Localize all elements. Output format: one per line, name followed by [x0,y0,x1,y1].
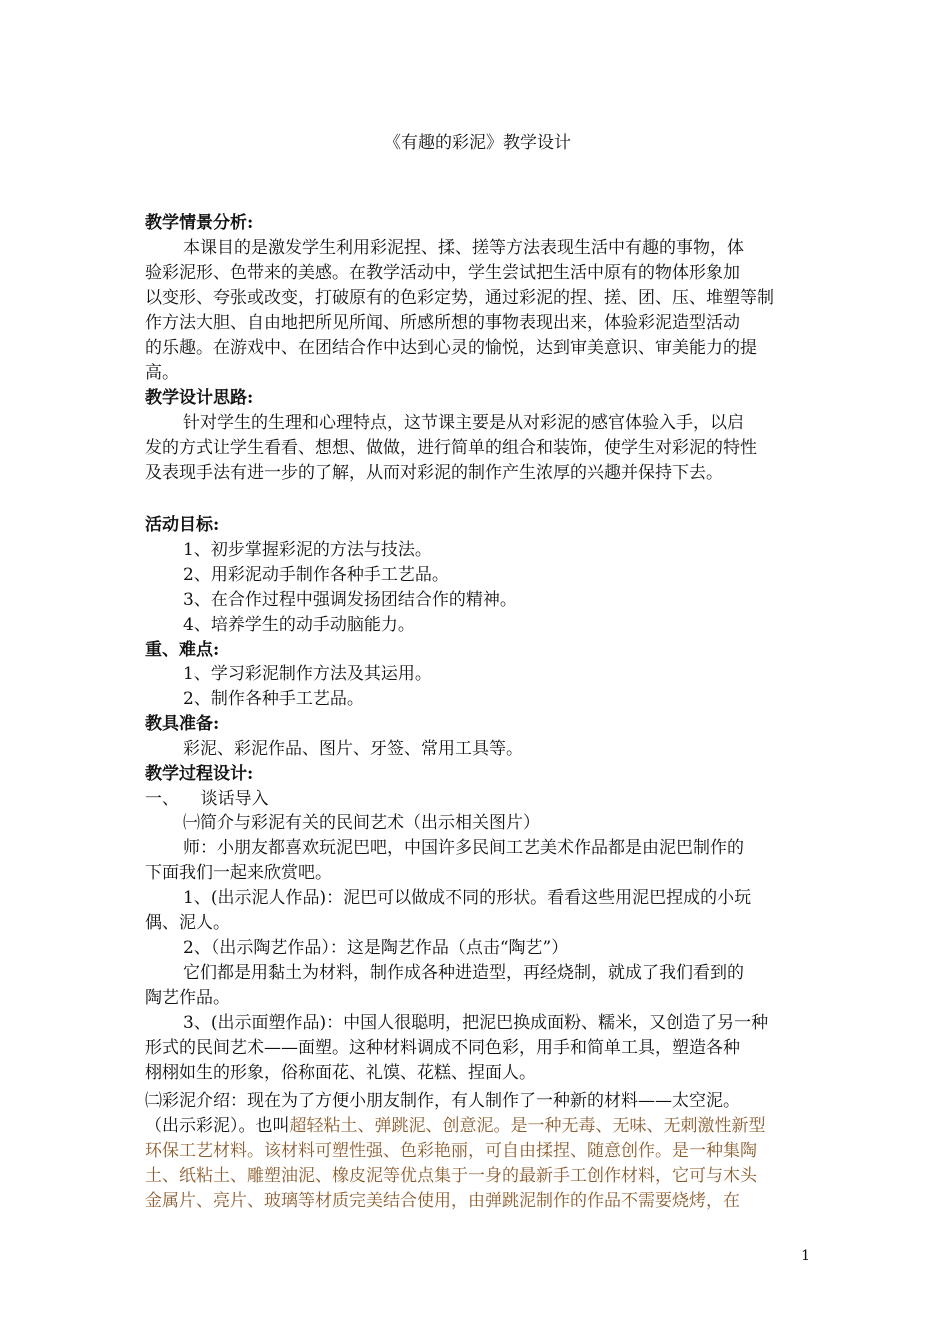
paragraph-line: 3、(出示面塑作品)：中国人很聪明，把泥巴换成面粉、糯米，又创造了另一种 [183,1013,769,1033]
situation-line: 验彩泥形、色带来的美感。在教学活动中，学生尝试把生活中原有的物体形象加 [145,263,740,283]
paragraph-line: 形式的民间艺术——面塑。这种材料调成不同色彩，用手和简单工具，塑造各种 [145,1038,740,1058]
paragraph-line: ㈠简介与彩泥有关的民间艺术（出示相关图片） [183,813,540,833]
paragraph-line: 偶、泥人。 [145,913,230,933]
paragraph-line: 它们都是用黏土为材料，制作成各种进造型，再经烧制，就成了我们看到的 [183,963,744,983]
goal-item: 4、培养学生的动手动脑能力。 [183,615,415,635]
heading-process: 教学过程设计: [145,764,254,784]
paragraph-text: （出示彩泥）。也叫 [145,1116,290,1136]
heading-situation: 教学情景分析: [145,213,254,233]
situation-line: 本课目的是激发学生利用彩泥捏、揉、搓等方法表现生活中有趣的事物，体 [183,238,744,258]
document-title: 《有趣的彩泥》教学设计 [384,133,571,153]
design-line: 及表现手法有进一步的了解，从而对彩泥的制作产生浓厚的兴趣并保持下去。 [145,463,723,483]
design-line: 针对学生的生理和心理特点，这节课主要是从对彩泥的感官体验入手，以启 [183,413,744,433]
paragraph-line: ㈡彩泥介绍：现在为了方便小朋友制作，有人制作了一种新的材料——太空泥。 [145,1091,740,1111]
highlighted-line: 土、纸粘土、雕塑油泥、橡皮泥等优点集于一身的最新手工创作材料，它可与木头 [145,1166,757,1186]
key-point-item: 1、学习彩泥制作方法及其运用。 [183,664,432,684]
paragraph-line: 下面我们一起来欣赏吧。 [145,863,332,883]
page-number: 1 [801,1248,810,1264]
key-point-item: 2、制作各种手工艺品。 [183,689,364,709]
highlighted-line: 金属片、亮片、玻璃等材质完美结合使用，由弹跳泥制作的作品不需要烧烤，在 [145,1191,740,1211]
paragraph-line: 栩栩如生的形象，俗称面花、礼馍、花糕、捏面人。 [145,1063,536,1083]
design-line: 发的方式让学生看看、想想、做做，进行简单的组合和装饰，使学生对彩泥的特性 [145,438,757,458]
goal-item: 2、用彩泥动手制作各种手工艺品。 [183,565,449,585]
paragraph-line: 1、(出示泥人作品)：泥巴可以做成不同的形状。看看这些用泥巴捏成的小玩 [183,888,752,908]
tools-text: 彩泥、彩泥作品、图片、牙签、常用工具等。 [183,739,523,759]
paragraph-line: 陶艺作品。 [145,988,230,1008]
paragraph-line [145,1114,766,1138]
heading-tools: 教具准备: [145,714,220,734]
heading-goals: 活动目标: [145,515,220,535]
situation-line: 作方法大胆、自由地把所见所闻、所感所想的事物表现出来，体验彩泥造型活动 [145,313,740,333]
goal-item: 1、初步掌握彩泥的方法与技法。 [183,540,432,560]
situation-line: 高。 [145,363,179,383]
highlighted-line: 环保工艺材料。该材料可塑性强、色彩艳丽，可自由揉捏、随意创作。是一种集陶 [145,1141,757,1161]
goal-item: 3、在合作过程中强调发扬团结合作的精神。 [183,590,517,610]
situation-line: 以变形、夸张或改变，打破原有的色彩定势，通过彩泥的捏、搓、团、压、堆塑等制 [145,288,774,308]
paragraph-line: 2、（出示陶艺作品）：这是陶艺作品（点击“陶艺”） [183,938,569,958]
step-one-heading: 一、 谈话导入 [145,789,269,809]
heading-key-points: 重、难点: [145,640,220,660]
situation-line: 的乐趣。在游戏中、在团结合作中达到心灵的愉悦，达到审美意识、审美能力的提 [145,338,757,358]
paragraph-line: 师：小朋友都喜欢玩泥巴吧，中国许多民间工艺美术作品都是由泥巴制作的 [183,838,744,858]
highlighted-text: 超轻粘土、弹跳泥、创意泥。是一种无毒、无味、无刺激性新型 [289,1116,766,1136]
heading-design: 教学设计思路: [145,388,254,408]
